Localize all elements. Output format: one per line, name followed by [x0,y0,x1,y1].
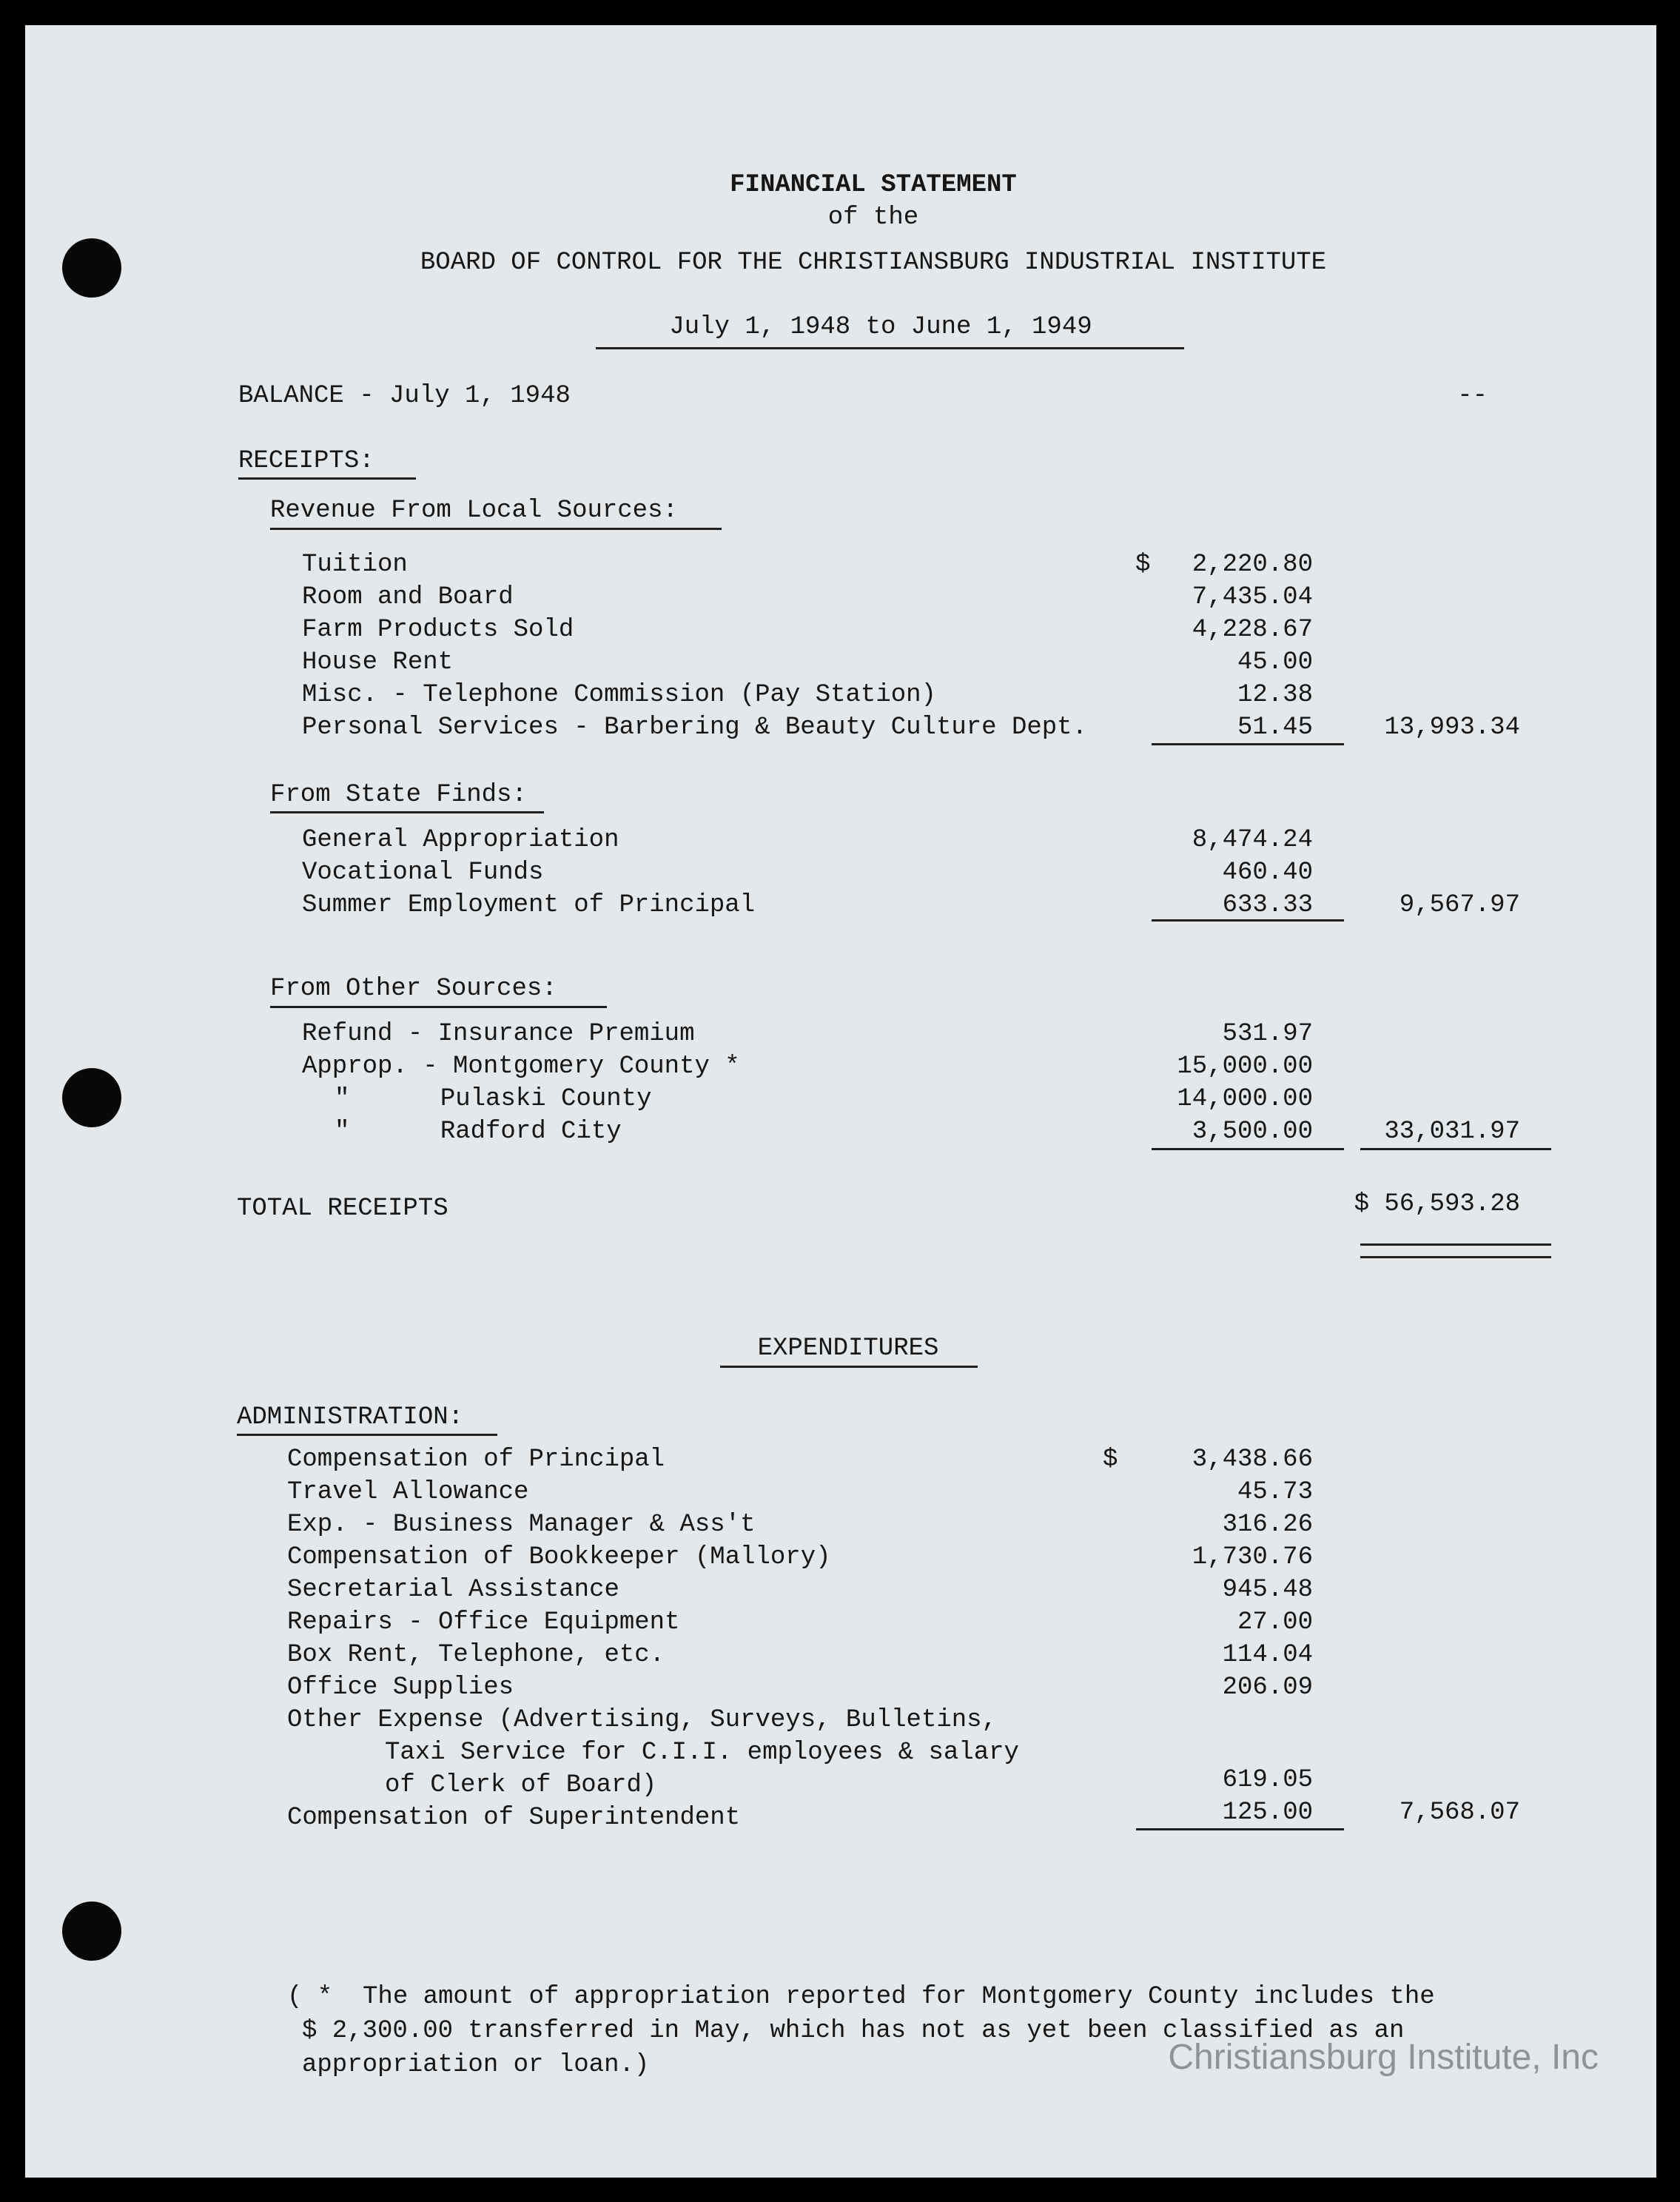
row-amount: 45.73 [1237,1478,1313,1506]
row-label-continued: Taxi Service for C.I.I. employees & salary [385,1739,1019,1767]
expenditures-underline [720,1366,978,1368]
row-label: Summer Employment of Principal [302,891,756,919]
expenditures-heading: EXPENDITURES [757,1335,939,1363]
row-label: General Appropriation [302,826,619,854]
row-label: Room and Board [302,583,514,611]
other-sources-underline [270,1006,607,1008]
footnote-line: ( * The amount of appropriation reported for Montgomery County includes the [287,1983,1435,2011]
state-funds-heading: From State Finds: [270,781,527,809]
row-amount: 1,730.76 [1192,1543,1313,1571]
row-amount: 945.48 [1222,1576,1313,1604]
row-label: Vocational Funds [302,859,544,887]
total-double-rule [1360,1256,1551,1258]
row-label: Exp. - Business Manager & Ass't [287,1511,756,1539]
total-double-rule [1360,1243,1551,1246]
board-name: BOARD OF CONTROL FOR THE CHRISTIANSBURG INDUSTRIAL INSTITUTE [420,249,1327,277]
footnote-line: appropriation or loan.) [302,2051,650,2079]
row-label: Compensation of Bookkeeper (Mallory) [287,1543,831,1571]
row-label: Travel Allowance [287,1478,529,1506]
row-label: Refund - Insurance Premium [302,1020,695,1048]
row-amount: 8,474.24 [1192,826,1313,854]
row-label: Secretarial Assistance [287,1576,619,1604]
row-amount: 12.38 [1237,681,1313,709]
other-subtotal: 33,031.97 [1384,1118,1520,1146]
row-amount: 51.45 [1237,714,1313,742]
document-subtitle: of the [827,204,919,232]
row-label: Farm Products Sold [302,616,574,644]
row-label: Personal Services - Barbering & Beauty Culture Dept. [302,714,1087,742]
row-amount: 460.40 [1222,859,1313,887]
row-label: Box Rent, Telephone, etc. [287,1641,665,1669]
punch-hole [62,1068,121,1127]
row-amount: 114.04 [1222,1641,1313,1669]
subtotal-rule [1136,1828,1344,1830]
state-funds-underline [270,811,544,813]
report-period: July 1, 1948 to June 1, 1949 [669,313,1092,341]
row-amount: 45.00 [1237,648,1313,677]
subtotal-rule [1360,1148,1551,1150]
row-amount: 3,500.00 [1192,1118,1313,1146]
footnote-line: $ 2,300.00 transferred in May, which has not as yet been classified as an [302,2017,1405,2045]
total-receipts-value: $ 56,593.28 [1354,1190,1520,1218]
row-amount: 4,228.67 [1192,616,1313,644]
row-amount: 15,000.00 [1177,1053,1313,1081]
row-label: Other Expense (Advertising, Surveys, Bulletins, [287,1706,997,1734]
row-amount: 27.00 [1237,1608,1313,1637]
subtotal-rule [1152,1148,1344,1150]
row-amount: 619.05 [1222,1766,1313,1794]
row-label: Tuition [302,551,408,579]
expenditures-subtotal: 7,568.07 [1399,1799,1520,1827]
row-amount: 14,000.00 [1177,1085,1313,1113]
other-sources-heading: From Other Sources: [270,975,557,1003]
currency-symbol: $ [1135,551,1151,579]
row-label: Misc. - Telephone Commission (Pay Station) [302,681,936,709]
balance-value: -- [1457,382,1488,410]
row-label: Compensation of Principal [287,1446,665,1474]
subtotal-rule [1152,919,1344,922]
row-amount: 125.00 [1222,1799,1313,1827]
row-amount: 206.09 [1222,1674,1313,1702]
local-subtotal: 13,993.34 [1384,714,1520,742]
administration-underline [237,1434,497,1436]
receipts-underline [238,477,416,480]
balance-label: BALANCE - July 1, 1948 [238,382,571,410]
row-amount: 3,438.66 [1192,1446,1313,1474]
state-subtotal: 9,567.97 [1399,891,1520,919]
row-amount: 316.26 [1222,1511,1313,1539]
row-amount: 2,220.80 [1192,551,1313,579]
document-title: FINANCIAL STATEMENT [730,171,1017,199]
row-label: " Radford City [335,1118,622,1146]
currency-symbol: $ [1103,1446,1118,1474]
local-sources-heading: Revenue From Local Sources: [270,497,678,525]
row-amount: 7,435.04 [1192,583,1313,611]
row-label: Office Supplies [287,1674,514,1702]
punch-hole [62,238,121,298]
row-label: " Pulaski County [335,1085,652,1113]
row-amount: 633.33 [1222,891,1313,919]
row-amount: 531.97 [1222,1020,1313,1048]
row-label: Approp. - Montgomery County * [302,1053,740,1081]
receipts-heading: RECEIPTS: [238,447,374,475]
row-label: Compensation of Superintendent [287,1804,741,1832]
row-label: House Rent [302,648,454,677]
watermark: Christiansburg Institute, Inc [1168,2038,1599,2077]
period-underline [596,347,1184,349]
local-sources-underline [270,528,722,530]
punch-hole [62,1901,121,1961]
administration-heading: ADMINISTRATION: [237,1403,464,1431]
row-label: Repairs - Office Equipment [287,1608,680,1637]
total-receipts-label: TOTAL RECEIPTS [237,1195,448,1223]
subtotal-rule [1152,743,1344,745]
row-label-continued: of Clerk of Board) [385,1771,657,1799]
